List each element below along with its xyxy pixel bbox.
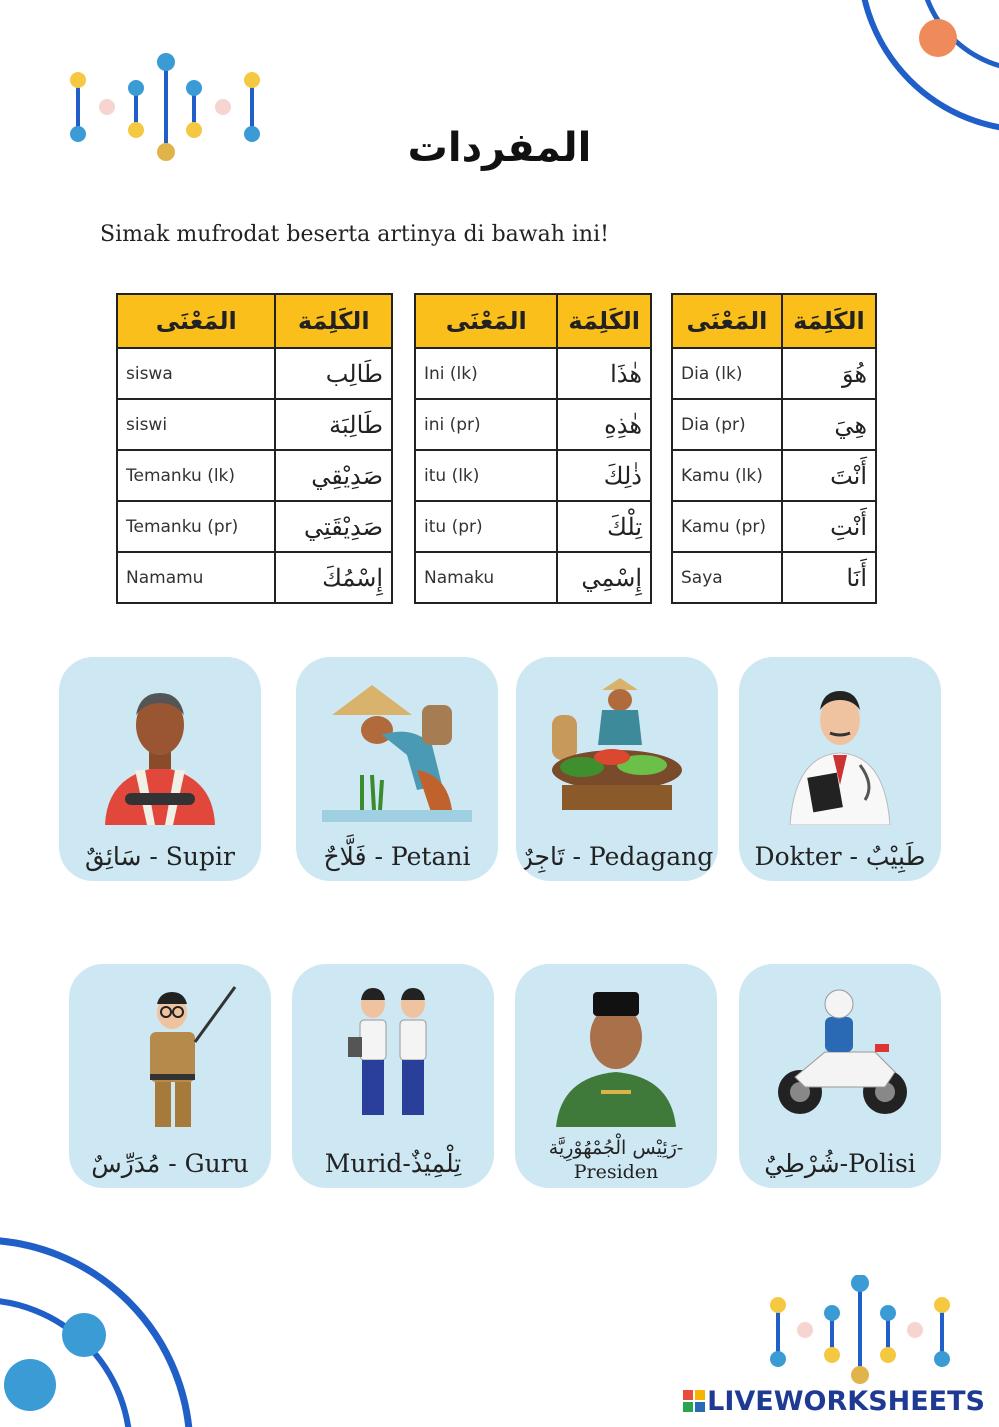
card-driver — [59, 657, 261, 881]
card-label: مُدَرِّسٌ - Guru — [91, 1149, 249, 1178]
card-label: فَلَّاحٌ - Petani — [323, 842, 471, 871]
driver-icon — [85, 675, 235, 825]
meaning-cell: Temanku (lk) — [117, 450, 275, 501]
card-label: Murid-تِلْمِيْذٌ — [324, 1149, 462, 1178]
card-label: Dokter - طَبِيْبٌ — [754, 842, 926, 871]
orbit-decoration-bottom-left — [0, 1220, 200, 1427]
word-cell: تِلْكَ — [557, 501, 651, 552]
card-label-latin: Presiden — [573, 1161, 659, 1183]
vocab-table-1 — [116, 293, 393, 604]
word-cell: هٰذَا — [557, 348, 651, 399]
meaning-cell: Saya — [672, 552, 782, 603]
card-teacher — [69, 964, 271, 1188]
card-label: شُرْطِيٌ-Polisi — [764, 1149, 916, 1178]
card-label: سَائِقٌ - Supir — [85, 842, 235, 871]
molecule-decoration-bottom-right — [760, 1275, 970, 1390]
word-cell: أَنْتِ — [782, 501, 876, 552]
card-police — [739, 964, 941, 1188]
card-label — [515, 1136, 717, 1184]
meaning-cell: Dia (pr) — [672, 399, 782, 450]
header-word: الكَلِمَة — [782, 294, 876, 348]
instruction-text: Simak mufrodat beserta artinya di bawah ini! — [100, 222, 609, 247]
word-cell: هُوَ — [782, 348, 876, 399]
meaning-cell: siswi — [117, 399, 275, 450]
meaning-cell: Namamu — [117, 552, 275, 603]
teacher-icon — [95, 982, 245, 1132]
meaning-cell: Kamu (lk) — [672, 450, 782, 501]
doctor-icon — [765, 675, 915, 825]
word-cell: صَدِيْقَتِي — [275, 501, 392, 552]
card-label-arabic: رَئِيْس الْجُمْهُوْرِيَّة- — [548, 1137, 684, 1159]
word-cell: إِسْمِي — [557, 552, 651, 603]
meaning-cell: Dia (lk) — [672, 348, 782, 399]
meaning-cell: siswa — [117, 348, 275, 399]
liveworksheets-mark-icon — [683, 1390, 705, 1412]
police-icon — [765, 982, 915, 1132]
word-cell: أَنْتَ — [782, 450, 876, 501]
card-label: تَاجِرٌ - Pedagang — [520, 842, 714, 871]
header-word: الكَلِمَة — [557, 294, 651, 348]
meaning-cell: Kamu (pr) — [672, 501, 782, 552]
logo-text: LIVEWORKSHEETS — [707, 1386, 985, 1417]
liveworksheets-logo — [683, 1386, 985, 1417]
card-doctor — [739, 657, 941, 881]
header-meaning: المَعْنَى — [415, 294, 557, 348]
card-students — [292, 964, 494, 1188]
header-meaning: المَعْنَى — [117, 294, 275, 348]
word-cell: هِيَ — [782, 399, 876, 450]
merchant-icon — [542, 675, 692, 825]
meaning-cell: Temanku (pr) — [117, 501, 275, 552]
header-meaning: المَعْنَى — [672, 294, 782, 348]
word-cell: ذٰلِكَ — [557, 450, 651, 501]
meaning-cell: Namaku — [415, 552, 557, 603]
header-word: الكَلِمَة — [275, 294, 392, 348]
farmer-icon — [322, 675, 472, 825]
meaning-cell: Ini (lk) — [415, 348, 557, 399]
students-icon — [318, 982, 468, 1132]
card-farmer — [296, 657, 498, 881]
vocab-table-3 — [671, 293, 877, 604]
card-merchant — [516, 657, 718, 881]
meaning-cell: itu (pr) — [415, 501, 557, 552]
meaning-cell: itu (lk) — [415, 450, 557, 501]
word-cell: أَنَا — [782, 552, 876, 603]
president-icon — [541, 982, 691, 1132]
orbit-decoration-top-right — [830, 0, 999, 140]
meaning-cell: ini (pr) — [415, 399, 557, 450]
word-cell: طَالِب — [275, 348, 392, 399]
word-cell: طَالِبَة — [275, 399, 392, 450]
page-title: المفردات — [407, 125, 592, 171]
word-cell: هٰذِهِ — [557, 399, 651, 450]
word-cell: إِسْمُكَ — [275, 552, 392, 603]
vocab-table-2 — [414, 293, 652, 604]
card-president — [515, 964, 717, 1188]
word-cell: صَدِيْقِي — [275, 450, 392, 501]
